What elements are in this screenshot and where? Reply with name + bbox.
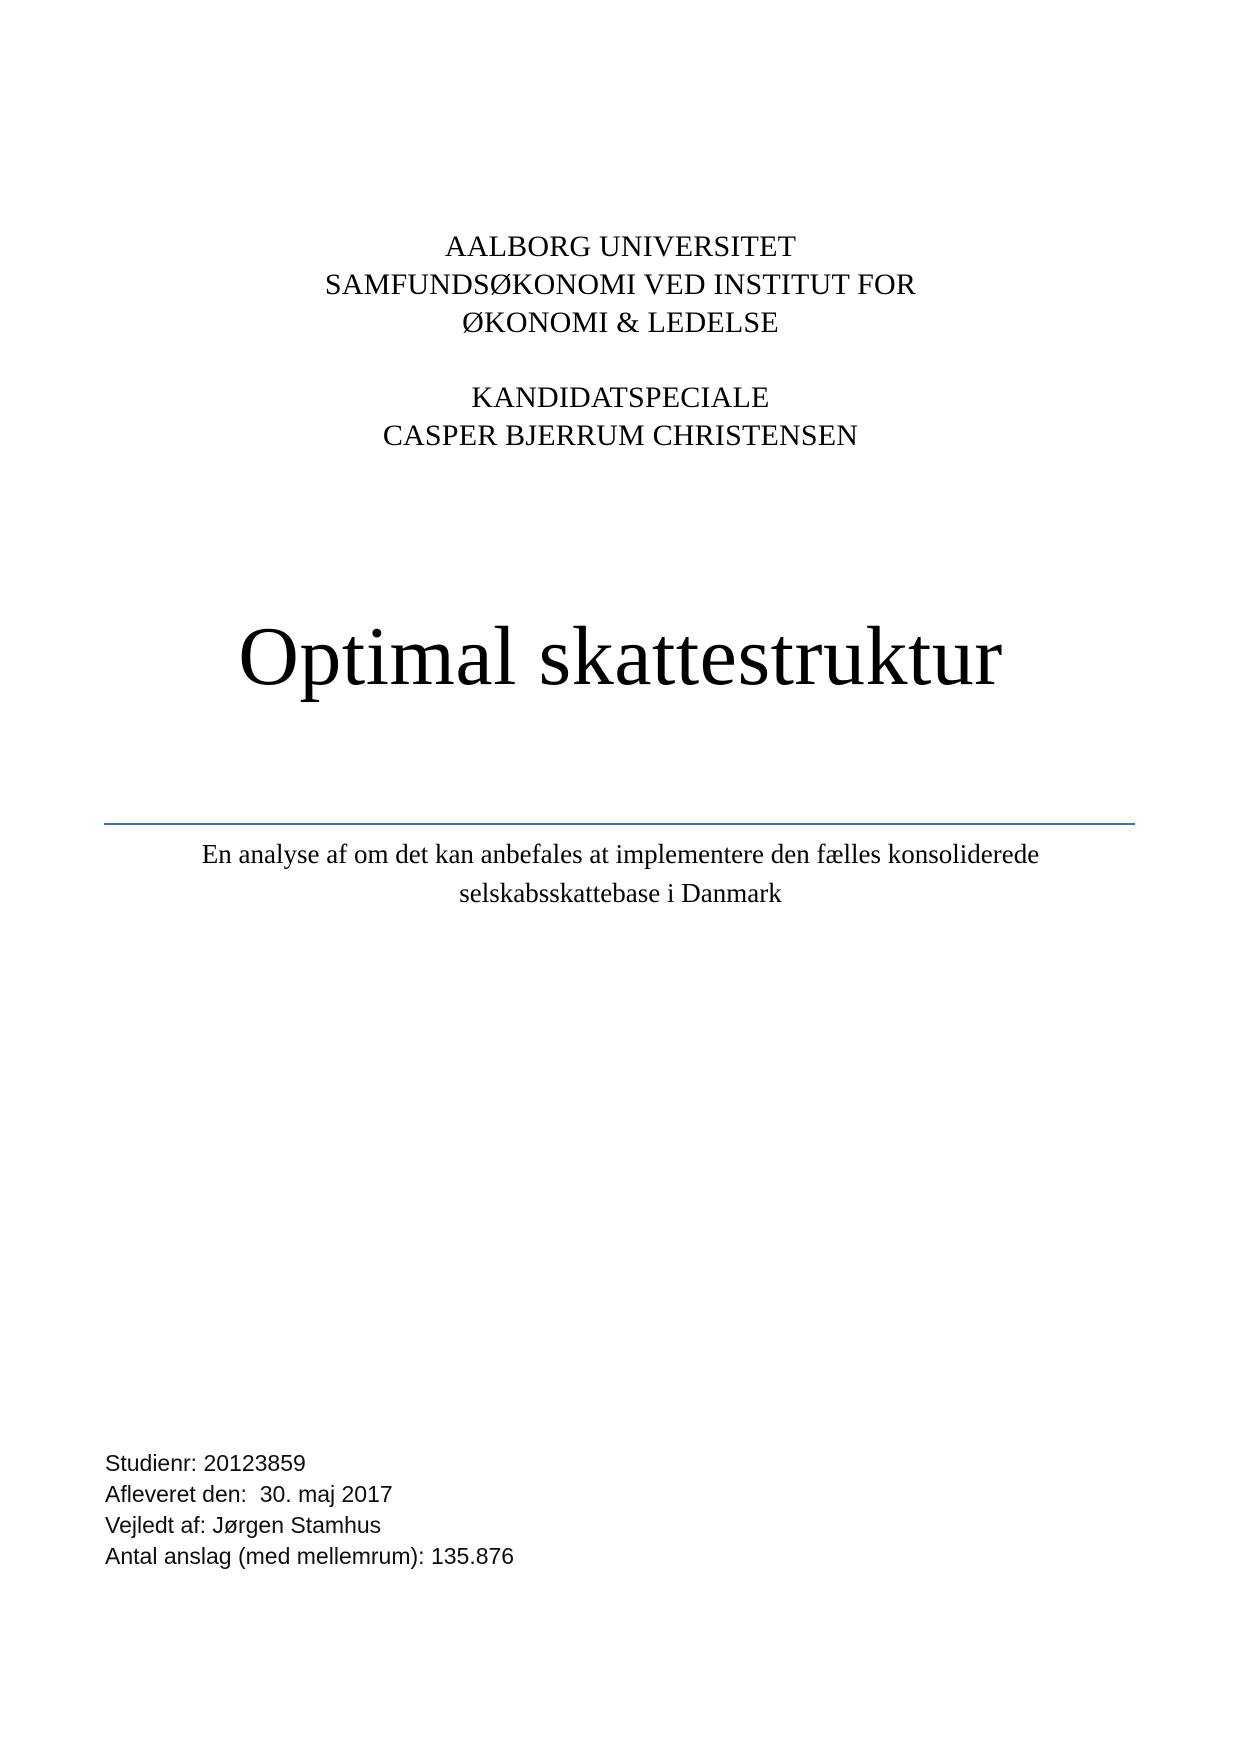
- author-name: CASPER BJERRUM CHRISTENSEN: [382, 419, 859, 452]
- metadata-footer: [105, 1448, 514, 1572]
- institution-header: [0, 228, 1241, 455]
- header-spacer: [0, 342, 1241, 379]
- university-name: AALBORG UNIVERSITET: [444, 230, 797, 263]
- supervisor: Vejledt af: Jørgen Stamhus: [105, 1512, 382, 1538]
- page-title: Optimal skattestruktur: [238, 610, 1003, 703]
- department-line-1: SAMFUNDSØKONOMI VED INSTITUT FOR: [324, 268, 917, 301]
- character-count: Antal anslag (med mellemrum): 135.876: [105, 1543, 515, 1569]
- subtitle-line-2: selskabsskattebase i Danmark: [459, 878, 782, 908]
- subtitle-container: [140, 835, 1101, 913]
- department-line-2: ØKONOMI & LEDELSE: [462, 306, 779, 339]
- title-container: [0, 608, 1241, 706]
- title-divider-rule: [104, 823, 1135, 825]
- submission-date: Afleveret den: 30. maj 2017: [105, 1481, 393, 1507]
- student-number: Studienr: 20123859: [105, 1450, 306, 1476]
- subtitle-line-1: En analyse af om det kan anbefales at implementere den fælles konsoliderede: [201, 839, 1040, 869]
- document-type: KANDIDATSPECIALE: [471, 381, 770, 414]
